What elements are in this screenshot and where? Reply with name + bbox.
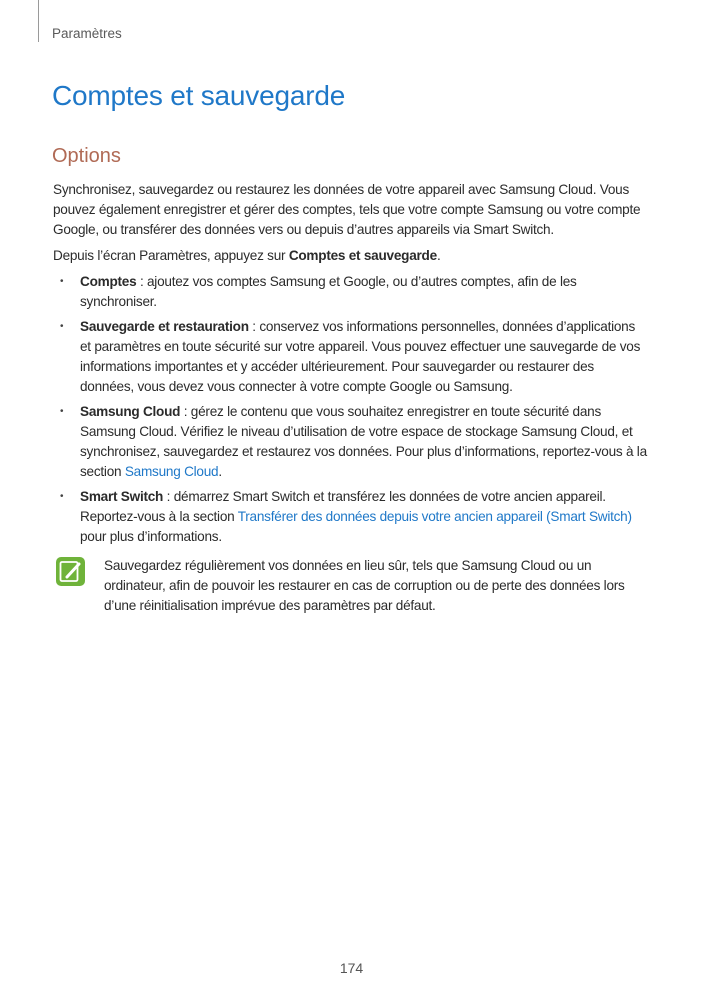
instruction-paragraph — [53, 246, 647, 266]
note-text: Sauvegardez régulièrement vos données en lieu sûr, tels que Samsung Cloud ou un ordinateur, afin de pouvoir les restaurer en cas de corruption ou de perte des données lors d’une réinitialisation imprévue des paramètres par défaut. — [104, 558, 625, 613]
intro-paragraph: Synchronisez, sauvegardez ou restaurez les données de votre appareil avec Samsung Cloud. Vous pouvez également enregistrer et gérer des comptes, tels que votre compte Samsung ou votre compte Google, ou transférer des données vers ou depuis d’autres appareils via Smart Switch. — [53, 182, 641, 237]
option-item-samsung-cloud — [53, 402, 647, 482]
bullet-icon: • — [60, 276, 64, 287]
option-item-smart-switch — [53, 487, 647, 547]
bullet-icon: • — [60, 491, 64, 502]
option-description: : gérez le contenu que vous souhaitez enregistrer en toute sécurité dans Samsung Cloud. Vérifiez le niveau d’utilisation de votre espace de stockage Samsung Cloud, et synchronisez, sauvegardez et restaurez vos données. Pour plus d’informations, reportez-vous à la section — [80, 404, 647, 479]
instruction-term: Comptes et sauvegarde — [288, 248, 437, 263]
smart-switch-link[interactable]: Transférer des données depuis votre ancien appareil (Smart Switch) — [237, 509, 632, 524]
option-term: Sauvegarde et restauration — [80, 319, 249, 334]
option-term: Smart Switch — [80, 489, 164, 504]
option-description-end: . — [218, 464, 222, 479]
option-description: : conservez vos informations personnelles, données d’applications et paramètres en toute sécurité sur votre appareil. Vous pouvez effectuer une sauvegarde de vos informations importantes et y accéder ultérieurement. Pour sauvegarder ou restaurer des données, vous devez vous connecter à votre compte Google ou Samsung. — [80, 319, 641, 394]
bullet-icon: • — [60, 321, 64, 332]
option-term: Samsung Cloud — [80, 404, 181, 419]
section-heading: Options — [52, 145, 121, 167]
option-description: : ajoutez vos comptes Samsung et Google, ou d’autres comptes, afin de les synchroniser. — [80, 274, 577, 309]
option-item-comptes — [53, 272, 647, 312]
option-term: Comptes — [80, 274, 137, 289]
instruction-suffix: . — [436, 248, 441, 263]
header-margin-rule — [38, 0, 39, 42]
option-description-end: pour plus d’informations. — [80, 529, 222, 544]
page-number: 174 — [339, 960, 364, 976]
option-item-sauvegarde — [53, 317, 647, 397]
option-list — [53, 272, 647, 547]
option-description: : démarrez Smart Switch et transférez les données de votre ancien appareil. Reportez-vous à la section — [80, 489, 606, 524]
bullet-icon: • — [60, 406, 64, 417]
page-title: Comptes et sauvegarde — [52, 80, 346, 111]
note-box — [53, 556, 647, 616]
instruction-prefix: Depuis l’écran Paramètres, appuyez sur — [53, 248, 289, 263]
samsung-cloud-link[interactable]: Samsung Cloud — [124, 464, 219, 479]
content-body — [53, 180, 647, 616]
note-pencil-icon — [55, 556, 86, 587]
running-header: Paramètres — [52, 26, 122, 41]
